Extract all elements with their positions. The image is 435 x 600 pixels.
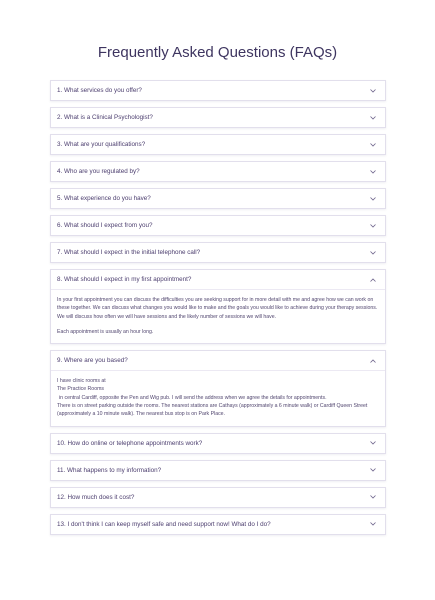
- chevron-down-icon: [369, 222, 377, 230]
- faq-item-3: [50, 134, 386, 155]
- faq-question-10-toggle[interactable]: [51, 434, 385, 453]
- faq-question-text: 11. What happens to my information?: [57, 466, 162, 474]
- faq-question-1-toggle[interactable]: [51, 81, 385, 100]
- faq-question-8-toggle[interactable]: [51, 270, 385, 289]
- answer-paragraph: Each appointment is usually an hour long.: [57, 328, 154, 335]
- faq-question-text: 8. What should I expect in my first appointment?: [57, 276, 192, 283]
- chevron-up-icon: [369, 276, 377, 284]
- faq-question-text: 13. I don't think I can keep myself safe and need support now! What do I do?: [57, 520, 271, 528]
- faq-question-11-toggle[interactable]: [51, 461, 385, 480]
- faq-item-12: [50, 487, 386, 508]
- chevron-down-icon: [369, 87, 377, 95]
- faq-question-text: 12. How much does it cost?: [57, 493, 135, 501]
- faq-question-12-toggle[interactable]: [51, 488, 385, 507]
- chevron-down-icon: [369, 195, 377, 203]
- faq-question-7-toggle[interactable]: [51, 243, 385, 262]
- faq-question-9-toggle[interactable]: [51, 351, 385, 370]
- faq-item-9: [50, 350, 386, 426]
- answer-line: in central Cardiff, opposite the Pen and Wig pub. I will send the address when we agree the details for appointments.: [59, 394, 327, 401]
- faq-question-4-toggle[interactable]: [51, 162, 385, 181]
- faq-item-6: [50, 215, 386, 236]
- faq-question-13-toggle[interactable]: [51, 515, 385, 534]
- answer-line: I have clinic rooms at: [57, 378, 106, 385]
- faq-answer-8: [51, 289, 385, 343]
- clinic-name: The Practice Rooms: [57, 386, 104, 393]
- faq-question-text: 9. Where are you based?: [57, 357, 128, 365]
- faq-question-text: 10. How do online or telephone appointments work?: [57, 439, 203, 447]
- chevron-down-icon: [369, 520, 377, 528]
- faq-question-6-toggle[interactable]: [51, 216, 385, 235]
- faq-question-text: 1. What services do you offer?: [57, 87, 142, 94]
- page-title: Frequently Asked Questions (FAQs): [97, 44, 338, 61]
- chevron-down-icon: [369, 249, 377, 257]
- faq-item-13: [50, 514, 386, 535]
- faq-item-1: [50, 80, 386, 101]
- chevron-down-icon: [369, 493, 377, 501]
- answer-line: There is on street parking outside the rooms. The nearest stations are Cathays (approximately a 6 minute walk) or Cardiff Queen Street (approximately a 10 minute walk). The nearest bus stop is on Park Place.: [57, 403, 368, 418]
- faq-question-text: 3. What are your qualifications?: [57, 141, 146, 148]
- faq-question-2-toggle[interactable]: [51, 108, 385, 127]
- faq-item-11: [50, 460, 386, 481]
- chevron-down-icon: [369, 439, 377, 447]
- faq-question-text: 6. What should I expect from you?: [57, 222, 153, 229]
- faq-item-7: [50, 242, 386, 263]
- faq-item-5: [50, 188, 386, 209]
- faq-item-8: [50, 269, 386, 344]
- faq-item-10: [50, 433, 386, 454]
- faq-item-4: [50, 161, 386, 182]
- faq-question-3-toggle[interactable]: [51, 135, 385, 154]
- faq-item-2: [50, 107, 386, 128]
- faq-question-5-toggle[interactable]: [51, 189, 385, 208]
- faq-question-text: 2. What is a Clinical Psychologist?: [57, 114, 153, 121]
- chevron-down-icon: [369, 168, 377, 176]
- faq-question-text: 7. What should I expect in the initial telephone call?: [57, 249, 201, 256]
- chevron-down-icon: [369, 141, 377, 149]
- faq-list: [50, 80, 386, 541]
- faq-question-text: 5. What experience do you have?: [57, 195, 151, 202]
- chevron-down-icon: [369, 466, 377, 474]
- faq-answer-9: [51, 370, 385, 425]
- answer-paragraph: In your first appointment you can discuss the difficulties you are seeking support for in more detail with me and agree how we can work on these together. We can discuss what changes you would like to make and the goals you would like to achieve during your therapy sessions. We will discuss how often we will have sessions and the likely number of sessions we will have.: [57, 297, 378, 320]
- chevron-down-icon: [369, 114, 377, 122]
- faq-question-text: 4. Who are you regulated by?: [57, 168, 140, 175]
- chevron-up-icon: [369, 357, 377, 365]
